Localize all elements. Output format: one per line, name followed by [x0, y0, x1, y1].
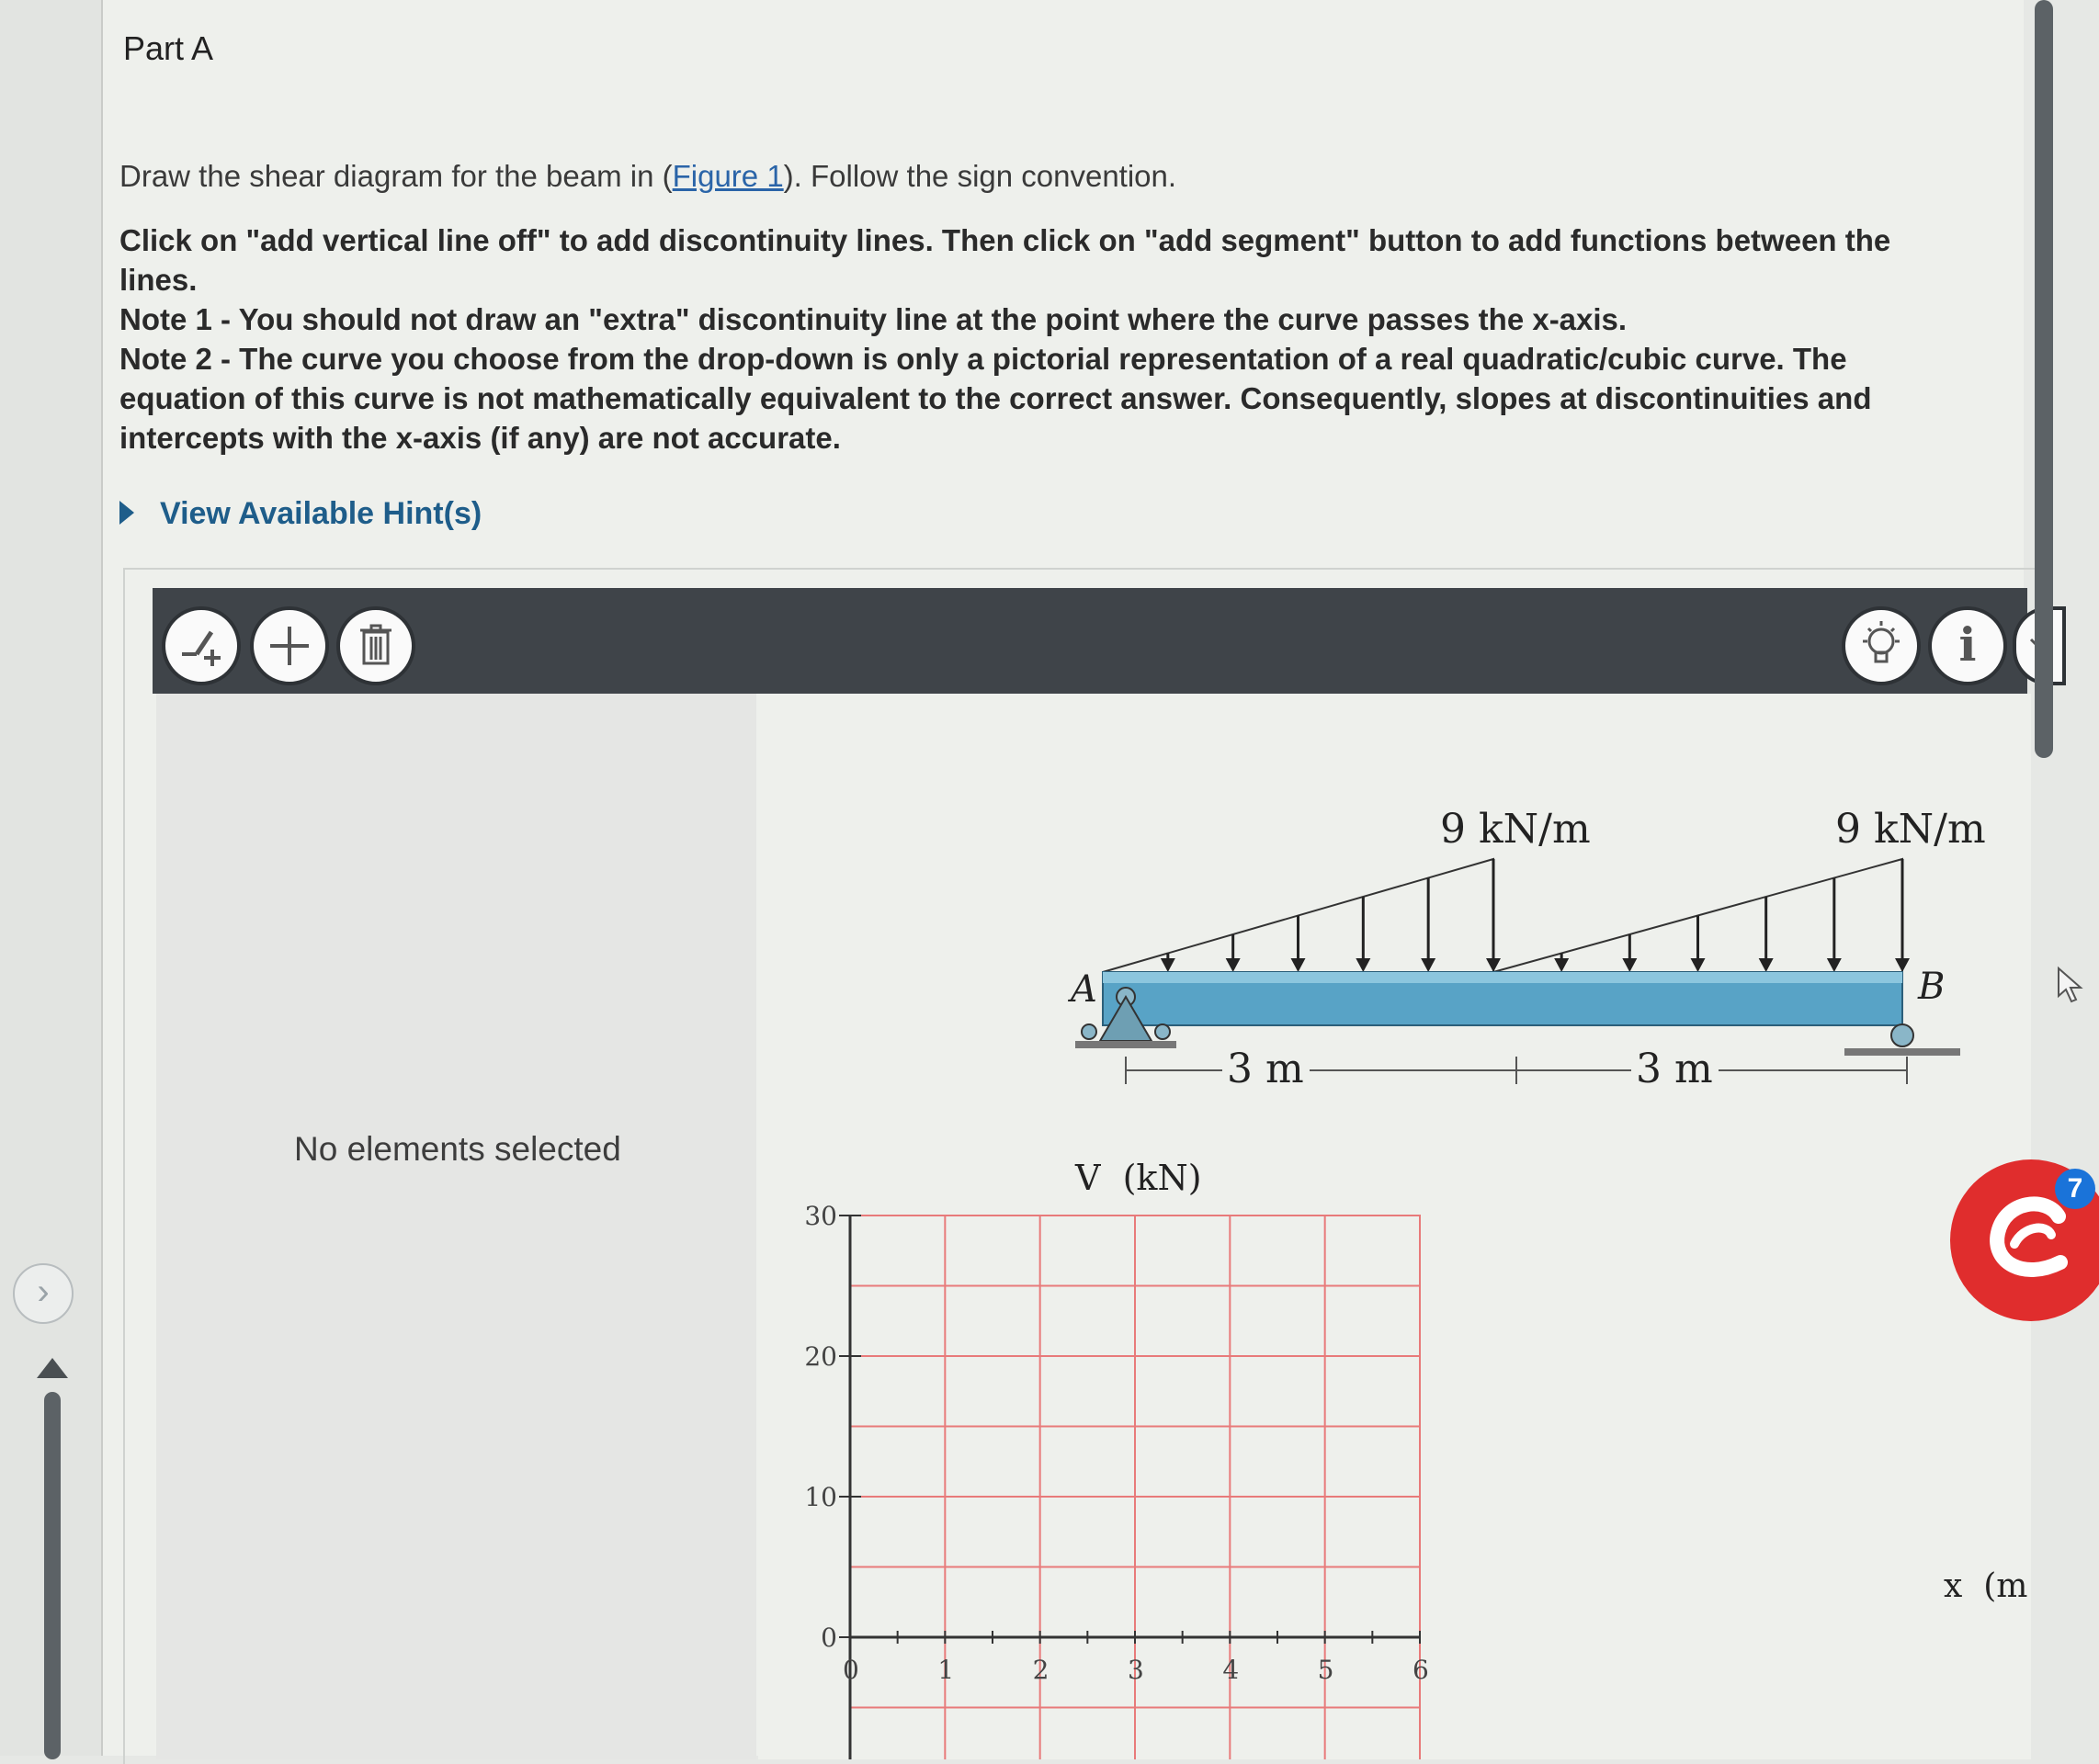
- info-button[interactable]: [1928, 606, 2007, 685]
- load-arrow: [1291, 916, 1306, 973]
- view-hints-toggle[interactable]: [119, 496, 482, 532]
- load-arrow: [1827, 878, 1842, 973]
- instruction-intro: [119, 156, 1921, 196]
- add-vertical-line-button[interactable]: [162, 606, 241, 685]
- mouse-cursor-icon: [2055, 965, 2086, 1005]
- y-tick-label: 30: [804, 1201, 837, 1231]
- load-arrow: [1421, 878, 1435, 973]
- figure-link[interactable]: Figure 1: [672, 159, 784, 193]
- x-tick-label: 0: [843, 1655, 859, 1685]
- x-tick-label: 6: [1413, 1655, 1429, 1685]
- info-icon: i: [1958, 617, 1977, 672]
- shear-graph[interactable]: [804, 1158, 2027, 1759]
- expand-chevron-icon[interactable]: ›: [13, 1263, 74, 1324]
- lightbulb-icon: [1849, 614, 1913, 678]
- x-tick-label: 5: [1317, 1655, 1334, 1685]
- left-gutter: [0, 0, 103, 1756]
- load-arrow: [1356, 897, 1370, 972]
- selection-status: No elements selected: [294, 1130, 621, 1168]
- load-arrow: [1895, 859, 1910, 972]
- instruction-suffix: ). Follow the sign convention.: [783, 159, 1177, 193]
- beam-figure: [1067, 806, 1986, 1092]
- load-label-right: 9 kN/m: [1835, 806, 1986, 853]
- add-segment-button[interactable]: [250, 606, 329, 685]
- x-tick-label: 1: [937, 1655, 955, 1685]
- instruction-paragraph: Click on "add vertical line off" to add discontinuity lines. Then click on "add segment" button to add functions between the lines.: [119, 223, 1891, 297]
- roller-support-b: [1844, 1024, 1960, 1056]
- support-b-label: B: [1918, 966, 1946, 1008]
- load-arrow: [1622, 934, 1637, 972]
- add-vertical-line-icon: [169, 614, 233, 678]
- scroll-up-arrow-icon[interactable]: [37, 1358, 68, 1378]
- x-axis-label: x (m: [1944, 1567, 2028, 1605]
- load-arrow: [1759, 897, 1774, 972]
- y-tick-label: 0: [821, 1623, 837, 1653]
- instruction-note-2: Note 2 - The curve you choose from the drop-down is only a pictorial representation of a real quadratic/cubic curve. The equation of this curve is not mathematically equivalent to the correct answer. Consequently, slopes at discontinuities and intercepts with the x-axis (if any) are not accurate.: [119, 342, 1872, 455]
- y-tick-label: 10: [804, 1482, 837, 1512]
- drawing-canvas[interactable]: [758, 694, 2031, 1759]
- load-arrow: [1486, 859, 1501, 972]
- part-title: Part A: [123, 29, 214, 67]
- span-left-label: 3 m: [1227, 1046, 1304, 1092]
- y-axis-label: V (kN): [1075, 1158, 1202, 1198]
- load-arrow: [1226, 934, 1241, 972]
- load-arrow: [1161, 954, 1175, 973]
- y-tick-label: 20: [804, 1341, 837, 1372]
- hints-label: View Available Hint(s): [160, 496, 482, 531]
- x-tick-label: 4: [1222, 1655, 1240, 1685]
- instruction-prefix: Draw the shear diagram for the beam in (: [119, 159, 673, 193]
- load-arrow: [1691, 916, 1706, 973]
- content-area: [103, 0, 2028, 1756]
- notification-count-badge: 7: [2055, 1169, 2095, 1209]
- properties-panel: [156, 694, 756, 1759]
- page-scrollbar[interactable]: [2035, 0, 2053, 758]
- plus-icon: [257, 614, 322, 678]
- load-label-left: 9 kN/m: [1440, 806, 1591, 853]
- support-a-label: A: [1071, 968, 1097, 1011]
- trash-icon: [344, 614, 408, 678]
- graph-toolbar: [153, 588, 2027, 694]
- figure-and-graph[interactable]: [758, 694, 2031, 1759]
- x-tick-label: 2: [1032, 1655, 1050, 1685]
- x-tick-label: 3: [1128, 1655, 1144, 1685]
- disclosure-triangle-icon: [119, 501, 134, 525]
- delete-button[interactable]: [336, 606, 415, 685]
- load-arrow: [1554, 954, 1569, 973]
- instruction-note-1: Note 1 - You should not draw an "extra" discontinuity line at the point where the curve passes the x-axis.: [119, 302, 1628, 336]
- hint-bulb-button[interactable]: [1842, 606, 1921, 685]
- left-scrollbar[interactable]: [44, 1392, 61, 1759]
- instruction-details: [119, 220, 1921, 458]
- span-right-label: 3 m: [1636, 1046, 1713, 1092]
